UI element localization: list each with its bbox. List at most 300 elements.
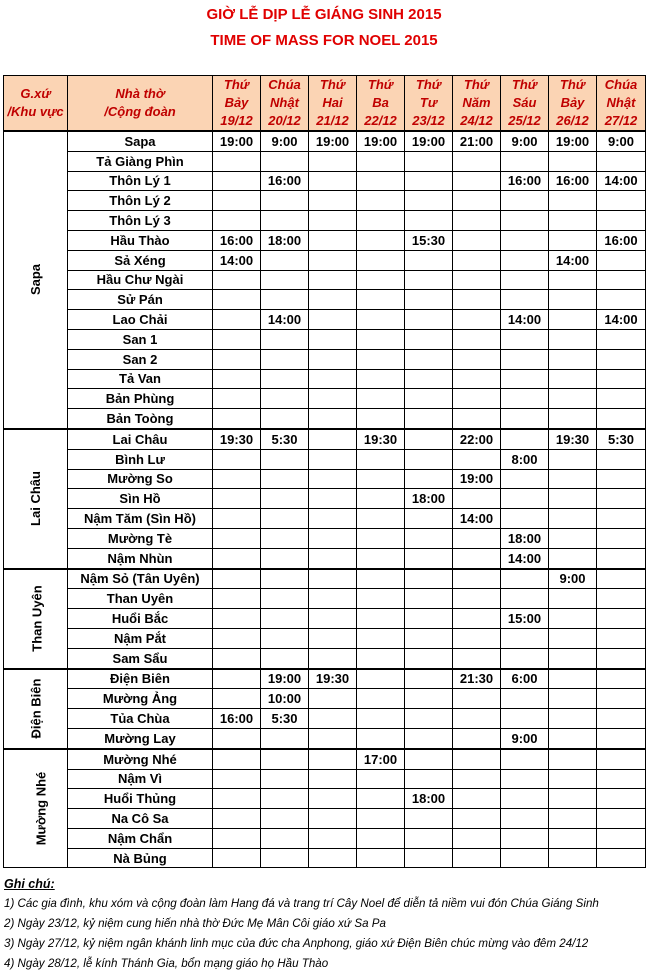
mass-time-cell (261, 548, 309, 568)
mass-time-cell (357, 809, 405, 829)
mass-time-cell (405, 548, 453, 568)
mass-time-cell (309, 709, 357, 729)
mass-time-cell (549, 548, 597, 568)
mass-time-cell (261, 151, 309, 171)
mass-time-cell (597, 669, 646, 689)
mass-time-cell (405, 769, 453, 789)
mass-time-cell (597, 509, 646, 529)
notes-section (4, 874, 644, 974)
parish-name: Sam Sẩu (68, 648, 213, 668)
header-day-2312 (405, 76, 453, 132)
mass-time-cell (309, 509, 357, 529)
mass-time-cell (597, 469, 646, 489)
mass-time-cell (549, 290, 597, 310)
mass-time-cell: 19:00 (405, 131, 453, 151)
mass-time-cell: 19:00 (549, 131, 597, 151)
header-row (4, 76, 646, 132)
mass-time-cell (501, 429, 549, 449)
mass-time-cell (501, 628, 549, 648)
parish-name: Lao Chải (68, 310, 213, 330)
mass-time-cell (309, 171, 357, 191)
day-label: Tư (419, 95, 438, 110)
mass-time-cell (261, 369, 309, 389)
mass-time-cell: 19:00 (261, 669, 309, 689)
mass-time-cell (597, 449, 646, 469)
mass-time-cell (309, 290, 357, 310)
parish-name: Lai Châu (68, 429, 213, 449)
mass-time-cell (405, 469, 453, 489)
parish-name: Thôn Lý 2 (68, 191, 213, 211)
mass-time-cell (549, 828, 597, 848)
region-label: Mường Nhé (33, 771, 49, 846)
mass-time-cell (357, 369, 405, 389)
mass-time-cell (213, 728, 261, 748)
mass-time-cell: 21:00 (453, 131, 501, 151)
mass-time-cell (357, 628, 405, 648)
region-label: Điện Biên (28, 678, 43, 739)
parish-name: Nậm Nhùn (68, 548, 213, 568)
mass-time-cell (405, 809, 453, 829)
mass-time-cell (309, 409, 357, 429)
day-label: Thứ (511, 77, 538, 92)
mass-time-cell (213, 809, 261, 829)
header-day-2012 (261, 76, 309, 132)
mass-time-cell (357, 709, 405, 729)
mass-time-cell (213, 329, 261, 349)
mass-time-cell (213, 609, 261, 629)
mass-time-cell (597, 548, 646, 568)
mass-time-cell: 16:00 (597, 230, 646, 250)
mass-time-cell: 14:00 (261, 310, 309, 330)
mass-time-cell: 16:00 (549, 171, 597, 191)
parish-name: San 1 (68, 329, 213, 349)
mass-time-cell (549, 310, 597, 330)
table-row (4, 310, 646, 330)
mass-time-cell (453, 329, 501, 349)
mass-time-cell (597, 609, 646, 629)
mass-time-cell (549, 749, 597, 769)
mass-time-cell (597, 628, 646, 648)
mass-time-cell (213, 589, 261, 609)
header-day-2512 (501, 76, 549, 132)
mass-time-cell (405, 290, 453, 310)
mass-time-cell (357, 509, 405, 529)
mass-time-cell (357, 389, 405, 409)
mass-time-cell (261, 609, 309, 629)
mass-time-cell (597, 689, 646, 709)
table-row (4, 728, 646, 748)
day-date: 26/12 (556, 113, 589, 128)
mass-time-cell (501, 290, 549, 310)
parish-name: Nậm Vì (68, 769, 213, 789)
mass-time-cell: 17:00 (357, 749, 405, 769)
mass-time-cell (309, 369, 357, 389)
mass-time-cell: 19:00 (357, 131, 405, 151)
day-label: Năm (462, 95, 491, 110)
table-row (4, 749, 646, 769)
mass-time-cell (309, 828, 357, 848)
mass-time-cell (357, 489, 405, 509)
mass-time-cell (453, 828, 501, 848)
mass-time-cell (213, 648, 261, 668)
header-region-line1: G.xứ (20, 86, 51, 101)
day-label: Thứ (415, 77, 442, 92)
mass-time-cell (309, 211, 357, 231)
mass-time-cell (309, 548, 357, 568)
parish-name: Mường Ảng (68, 689, 213, 709)
mass-time-cell (501, 509, 549, 529)
mass-time-cell: 14:00 (501, 310, 549, 330)
mass-time-cell (501, 151, 549, 171)
mass-time-cell (597, 290, 646, 310)
mass-time-cell (549, 628, 597, 648)
parish-name: Mường Lay (68, 728, 213, 748)
day-label: Thứ (559, 77, 586, 92)
parish-name: Nậm Pắt (68, 628, 213, 648)
mass-time-cell (213, 628, 261, 648)
mass-time-cell (405, 628, 453, 648)
mass-time-cell (309, 489, 357, 509)
table-row (4, 648, 646, 668)
mass-time-cell: 9:00 (549, 569, 597, 589)
mass-time-cell (213, 489, 261, 509)
day-date: 20/12 (268, 113, 301, 128)
mass-time-cell: 18:00 (405, 489, 453, 509)
region-cell (4, 569, 68, 669)
mass-time-cell (261, 409, 309, 429)
mass-time-cell (213, 369, 261, 389)
mass-time-cell (213, 469, 261, 489)
table-row (4, 409, 646, 429)
mass-time-cell (213, 389, 261, 409)
mass-time-cell (405, 848, 453, 868)
parish-name: Sìn Hồ (68, 489, 213, 509)
mass-time-cell (357, 669, 405, 689)
mass-time-cell: 19:00 (309, 131, 357, 151)
mass-time-cell (309, 389, 357, 409)
mass-time-cell (549, 848, 597, 868)
mass-time-cell (357, 569, 405, 589)
mass-time-cell: 14:00 (501, 548, 549, 568)
mass-time-cell (501, 489, 549, 509)
day-date: 19/12 (220, 113, 253, 128)
mass-time-cell (549, 769, 597, 789)
mass-time-cell (453, 848, 501, 868)
mass-time-cell (261, 848, 309, 868)
mass-time-cell (453, 230, 501, 250)
mass-time-cell (597, 749, 646, 769)
mass-time-cell (309, 250, 357, 270)
mass-time-cell (453, 290, 501, 310)
note-item-3: 3) Ngày 27/12, kỷ niệm ngân khánh linh mục của đức cha Anphong, giáo xứ Điện Biên chúc mừng vào đêm 24/12 (4, 937, 589, 950)
mass-time-cell (597, 211, 646, 231)
day-label: Thứ (463, 77, 490, 92)
mass-time-cell (549, 528, 597, 548)
table-row (4, 828, 646, 848)
mass-time-cell (213, 789, 261, 809)
parish-name: Tả Giàng Phìn (68, 151, 213, 171)
mass-time-cell (549, 449, 597, 469)
mass-time-cell (213, 548, 261, 568)
mass-time-cell: 10:00 (261, 689, 309, 709)
mass-time-cell (501, 749, 549, 769)
header-region-line2: /Khu vực (7, 104, 64, 119)
mass-time-cell (213, 528, 261, 548)
mass-time-cell (597, 250, 646, 270)
parish-name: Huổi Bắc (68, 609, 213, 629)
table-row (4, 290, 646, 310)
region-label: Than Uyên (29, 585, 45, 652)
mass-time-cell (357, 689, 405, 709)
mass-time-cell (309, 809, 357, 829)
mass-time-cell (597, 489, 646, 509)
mass-time-cell (213, 191, 261, 211)
mass-time-cell: 19:00 (453, 469, 501, 489)
mass-time-cell (309, 589, 357, 609)
mass-time-cell (357, 290, 405, 310)
table-row (4, 489, 646, 509)
mass-time-cell (549, 329, 597, 349)
mass-time-cell (357, 528, 405, 548)
mass-time-cell (501, 469, 549, 489)
mass-time-cell: 15:30 (405, 230, 453, 250)
mass-time-cell (309, 270, 357, 290)
mass-time-cell (357, 329, 405, 349)
day-label: Bảy (560, 95, 585, 110)
table-row (4, 191, 646, 211)
mass-time-cell (501, 409, 549, 429)
mass-time-cell (597, 369, 646, 389)
mass-time-cell (405, 310, 453, 330)
region-cell (4, 429, 68, 569)
region-label: Lai Châu (28, 471, 43, 527)
mass-time-cell (213, 689, 261, 709)
table-row (4, 389, 646, 409)
mass-time-cell (405, 509, 453, 529)
table-row (4, 270, 646, 290)
mass-time-cell (597, 769, 646, 789)
mass-time-cell: 9:00 (501, 131, 549, 151)
mass-time-cell (357, 828, 405, 848)
mass-time-cell (261, 489, 309, 509)
title-vietnamese: GIỜ LỄ DỊP LỄ GIÁNG SINH 2015 (206, 6, 442, 23)
mass-time-cell (357, 151, 405, 171)
mass-time-cell (261, 628, 309, 648)
mass-time-cell (549, 369, 597, 389)
mass-time-cell (261, 349, 309, 369)
parish-name: Tủa Chùa (68, 709, 213, 729)
mass-time-cell (453, 349, 501, 369)
mass-time-cell (501, 709, 549, 729)
mass-time-cell (501, 230, 549, 250)
day-label: Hai (322, 95, 343, 110)
table-row (4, 809, 646, 829)
mass-time-cell (549, 409, 597, 429)
mass-time-cell (453, 389, 501, 409)
mass-time-cell (405, 728, 453, 748)
table-row (4, 769, 646, 789)
mass-time-cell (549, 469, 597, 489)
mass-time-cell (453, 310, 501, 330)
day-label: Thứ (223, 77, 250, 92)
day-label: Nhật (270, 95, 299, 110)
mass-time-cell (453, 789, 501, 809)
mass-time-cell: 19:30 (357, 429, 405, 449)
region-cell (4, 749, 68, 868)
mass-time-cell (357, 589, 405, 609)
parish-name: Than Uyên (68, 589, 213, 609)
table-row (4, 429, 646, 449)
parish-name: Bản Phùng (68, 389, 213, 409)
table-row (4, 449, 646, 469)
mass-time-cell (453, 609, 501, 629)
mass-time-cell (549, 270, 597, 290)
mass-time-cell (453, 809, 501, 829)
table-row (4, 509, 646, 529)
mass-time-cell (501, 349, 549, 369)
header-day-2112 (309, 76, 357, 132)
mass-time-cell (405, 689, 453, 709)
table-row (4, 609, 646, 629)
table-row (4, 589, 646, 609)
mass-time-cell (405, 749, 453, 769)
mass-time-cell (357, 648, 405, 668)
mass-time-cell (501, 689, 549, 709)
mass-time-cell: 18:00 (261, 230, 309, 250)
table-row (4, 131, 646, 151)
parish-name: Huổi Thủng (68, 789, 213, 809)
mass-time-cell (357, 270, 405, 290)
mass-time-cell (309, 329, 357, 349)
mass-time-cell (453, 191, 501, 211)
day-label: Bảy (224, 95, 249, 110)
region-label: Sapa (27, 264, 43, 296)
table-row (4, 528, 646, 548)
mass-time-cell (597, 270, 646, 290)
header-day-2412 (453, 76, 501, 132)
table-row (4, 628, 646, 648)
mass-time-cell (357, 250, 405, 270)
mass-time-cell: 19:30 (309, 669, 357, 689)
note-item-1: 1) Các gia đình, khu xóm và cộng đoàn làm Hang đá và trang trí Cây Noel để diễn tả niềm vui đón Chúa Giáng Sinh (4, 897, 599, 910)
mass-time-cell (309, 349, 357, 369)
parish-name: Điện Biên (68, 669, 213, 689)
mass-time-cell (597, 728, 646, 748)
mass-time-cell: 18:00 (501, 528, 549, 548)
day-label: Thứ (367, 77, 394, 92)
mass-time-cell (597, 709, 646, 729)
parish-name: Nậm Sỏ (Tân Uyên) (68, 569, 213, 589)
mass-time-cell (549, 349, 597, 369)
mass-time-cell (501, 270, 549, 290)
mass-time-cell (597, 809, 646, 829)
mass-time-cell: 8:00 (501, 449, 549, 469)
mass-time-cell: 14:00 (549, 250, 597, 270)
parish-name: Nà Bủng (68, 848, 213, 868)
table-row (4, 211, 646, 231)
mass-time-cell (453, 369, 501, 389)
mass-time-cell (405, 648, 453, 668)
mass-time-cell (453, 628, 501, 648)
mass-time-cell (261, 749, 309, 769)
mass-time-cell (501, 789, 549, 809)
mass-time-cell (261, 449, 309, 469)
mass-time-cell (357, 310, 405, 330)
header-region (4, 76, 68, 132)
table-row (4, 329, 646, 349)
mass-time-cell (357, 171, 405, 191)
mass-time-cell (261, 469, 309, 489)
mass-time-cell (501, 569, 549, 589)
mass-time-cell: 14:00 (213, 250, 261, 270)
day-date: 21/12 (316, 113, 349, 128)
mass-time-cell (309, 469, 357, 489)
mass-time-cell: 16:00 (501, 171, 549, 191)
day-date: 23/12 (412, 113, 445, 128)
day-date: 27/12 (604, 113, 638, 128)
mass-time-cell: 14:00 (453, 509, 501, 529)
mass-time-cell (309, 528, 357, 548)
mass-time-cell (549, 728, 597, 748)
table-row (4, 151, 646, 171)
parish-name: Mường Nhé (68, 749, 213, 769)
mass-time-cell (453, 728, 501, 748)
mass-time-cell (357, 789, 405, 809)
mass-time-cell (549, 230, 597, 250)
mass-time-cell (309, 429, 357, 449)
mass-time-cell (309, 449, 357, 469)
mass-time-cell (213, 151, 261, 171)
header-parish-line2: /Cộng đoàn (104, 104, 176, 119)
header-day-1912 (213, 76, 261, 132)
mass-time-cell (453, 489, 501, 509)
mass-time-cell (405, 449, 453, 469)
mass-time-cell (213, 211, 261, 231)
mass-time-cell: 16:00 (213, 709, 261, 729)
header-day-2712 (597, 76, 646, 132)
mass-time-cell (501, 769, 549, 789)
parish-name: Hầu Thào (68, 230, 213, 250)
mass-time-cell (213, 409, 261, 429)
mass-time-cell (453, 769, 501, 789)
day-label: Chúa (268, 77, 301, 92)
mass-time-cell (213, 848, 261, 868)
parish-name: Tả Van (68, 369, 213, 389)
day-label: Ba (372, 95, 389, 110)
mass-time-cell (357, 449, 405, 469)
mass-time-cell: 5:30 (261, 429, 309, 449)
mass-time-cell (261, 290, 309, 310)
mass-time-cell: 19:30 (549, 429, 597, 449)
mass-time-cell (549, 509, 597, 529)
mass-time-cell (549, 689, 597, 709)
mass-time-cell (213, 290, 261, 310)
mass-time-cell (261, 809, 309, 829)
mass-time-cell (309, 648, 357, 668)
mass-time-cell (501, 828, 549, 848)
mass-time-cell (549, 389, 597, 409)
mass-time-cell (501, 809, 549, 829)
mass-time-cell (597, 409, 646, 429)
mass-time-cell: 5:30 (261, 709, 309, 729)
mass-time-cell (597, 528, 646, 548)
mass-time-cell (453, 409, 501, 429)
mass-time-cell (213, 749, 261, 769)
parish-name: Bình Lư (68, 449, 213, 469)
mass-time-cell (357, 211, 405, 231)
mass-time-cell (213, 349, 261, 369)
table-row (4, 669, 646, 689)
